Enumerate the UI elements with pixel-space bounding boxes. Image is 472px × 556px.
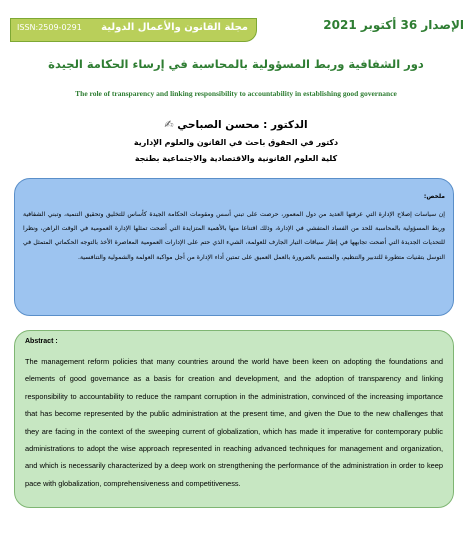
article-title-arabic: دور الشفافية وربط المسؤولية بالمحاسبة في إرساء الحكامة الجيدة [48,57,424,71]
author-affiliation-2: كلية العلوم القانونية والاقتصادية والاجتماعية بطنجة [134,154,338,163]
author-name: الدكتور : محسن الصباحي [177,119,308,131]
issn-label: ISSN:2509-0291 [17,23,82,32]
author-line [100,118,372,131]
arabic-abstract-box [14,178,454,316]
english-abstract-text: The management reform policies that many countries around the world have been keen on adopting the foundations and elements of good governance as a basis for creation and development, and the adoption of transparency and linking responsibility to accountability to reduce the rampant corruption in the administration, convinced of the increasing importance that has become represented by the public administration at the present time, and given the Due to the new challenges that they are facing in the context of the sweeping current of globalization, which has made it imperative for contemporary public administrations to adopt the wise approach represented in reaching advanced techniques for management and organization, and which is necessarily characterized by a deep work on strengthening the performance of the administration in order to keep pace with globalization, comprehensiveness and competitiveness. [25,357,443,488]
journal-banner [10,18,257,42]
author-affiliation-1: دكتور في الحقوق باحث في القانون والعلوم الإدارية [133,138,339,147]
issue-label: الإصدار 36 أكتوبر 2021 [323,18,464,32]
article-title-english: The role of transparency and linking responsibility to accountability in establishing good governance [75,89,397,98]
journal-name: مجلة القانون والأعمال الدولية [101,22,248,33]
arabic-abstract-heading: ملخص: [423,193,445,200]
english-abstract-box [14,330,454,508]
arabic-abstract-text: إن سياسات إصلاح الإدارة التي عرفتها العديد من دول المعمور، حرصت على تبني أسس ومقومات الحكامة الجيدة كأساس للتخليق وتحقيق التنمية، وتبني الشفافية وربط المسؤولية بالمحاسبة للحد من الفساد المتفشي في الإدارة، وذلك اقتناعا منها بالأهمية المتزايدة التي أضحت تمثلها الإدارة العمومية في الوقت الراهن، ونظرا للتحديات الجديدة التي أضحت تجابهها في إطار سياقات التيار الجارف للعولمة، الشيء الذي حتم على الإدارات العمومية المعاصرة الأخذ بالتوجه الحكماتي المتمثل في التوسل بتقنيات متطورة للتدبير والتنظيم، والمتسم بالضرورة بالعمل العميق على تمتين أداء الإدارة من أجل مواكبة العولمة والشمولية والتنافسية. [23,211,445,261]
english-abstract-heading: Abstract : [25,338,58,345]
pen-icon: ✍ [164,118,174,131]
page-header [10,8,464,48]
